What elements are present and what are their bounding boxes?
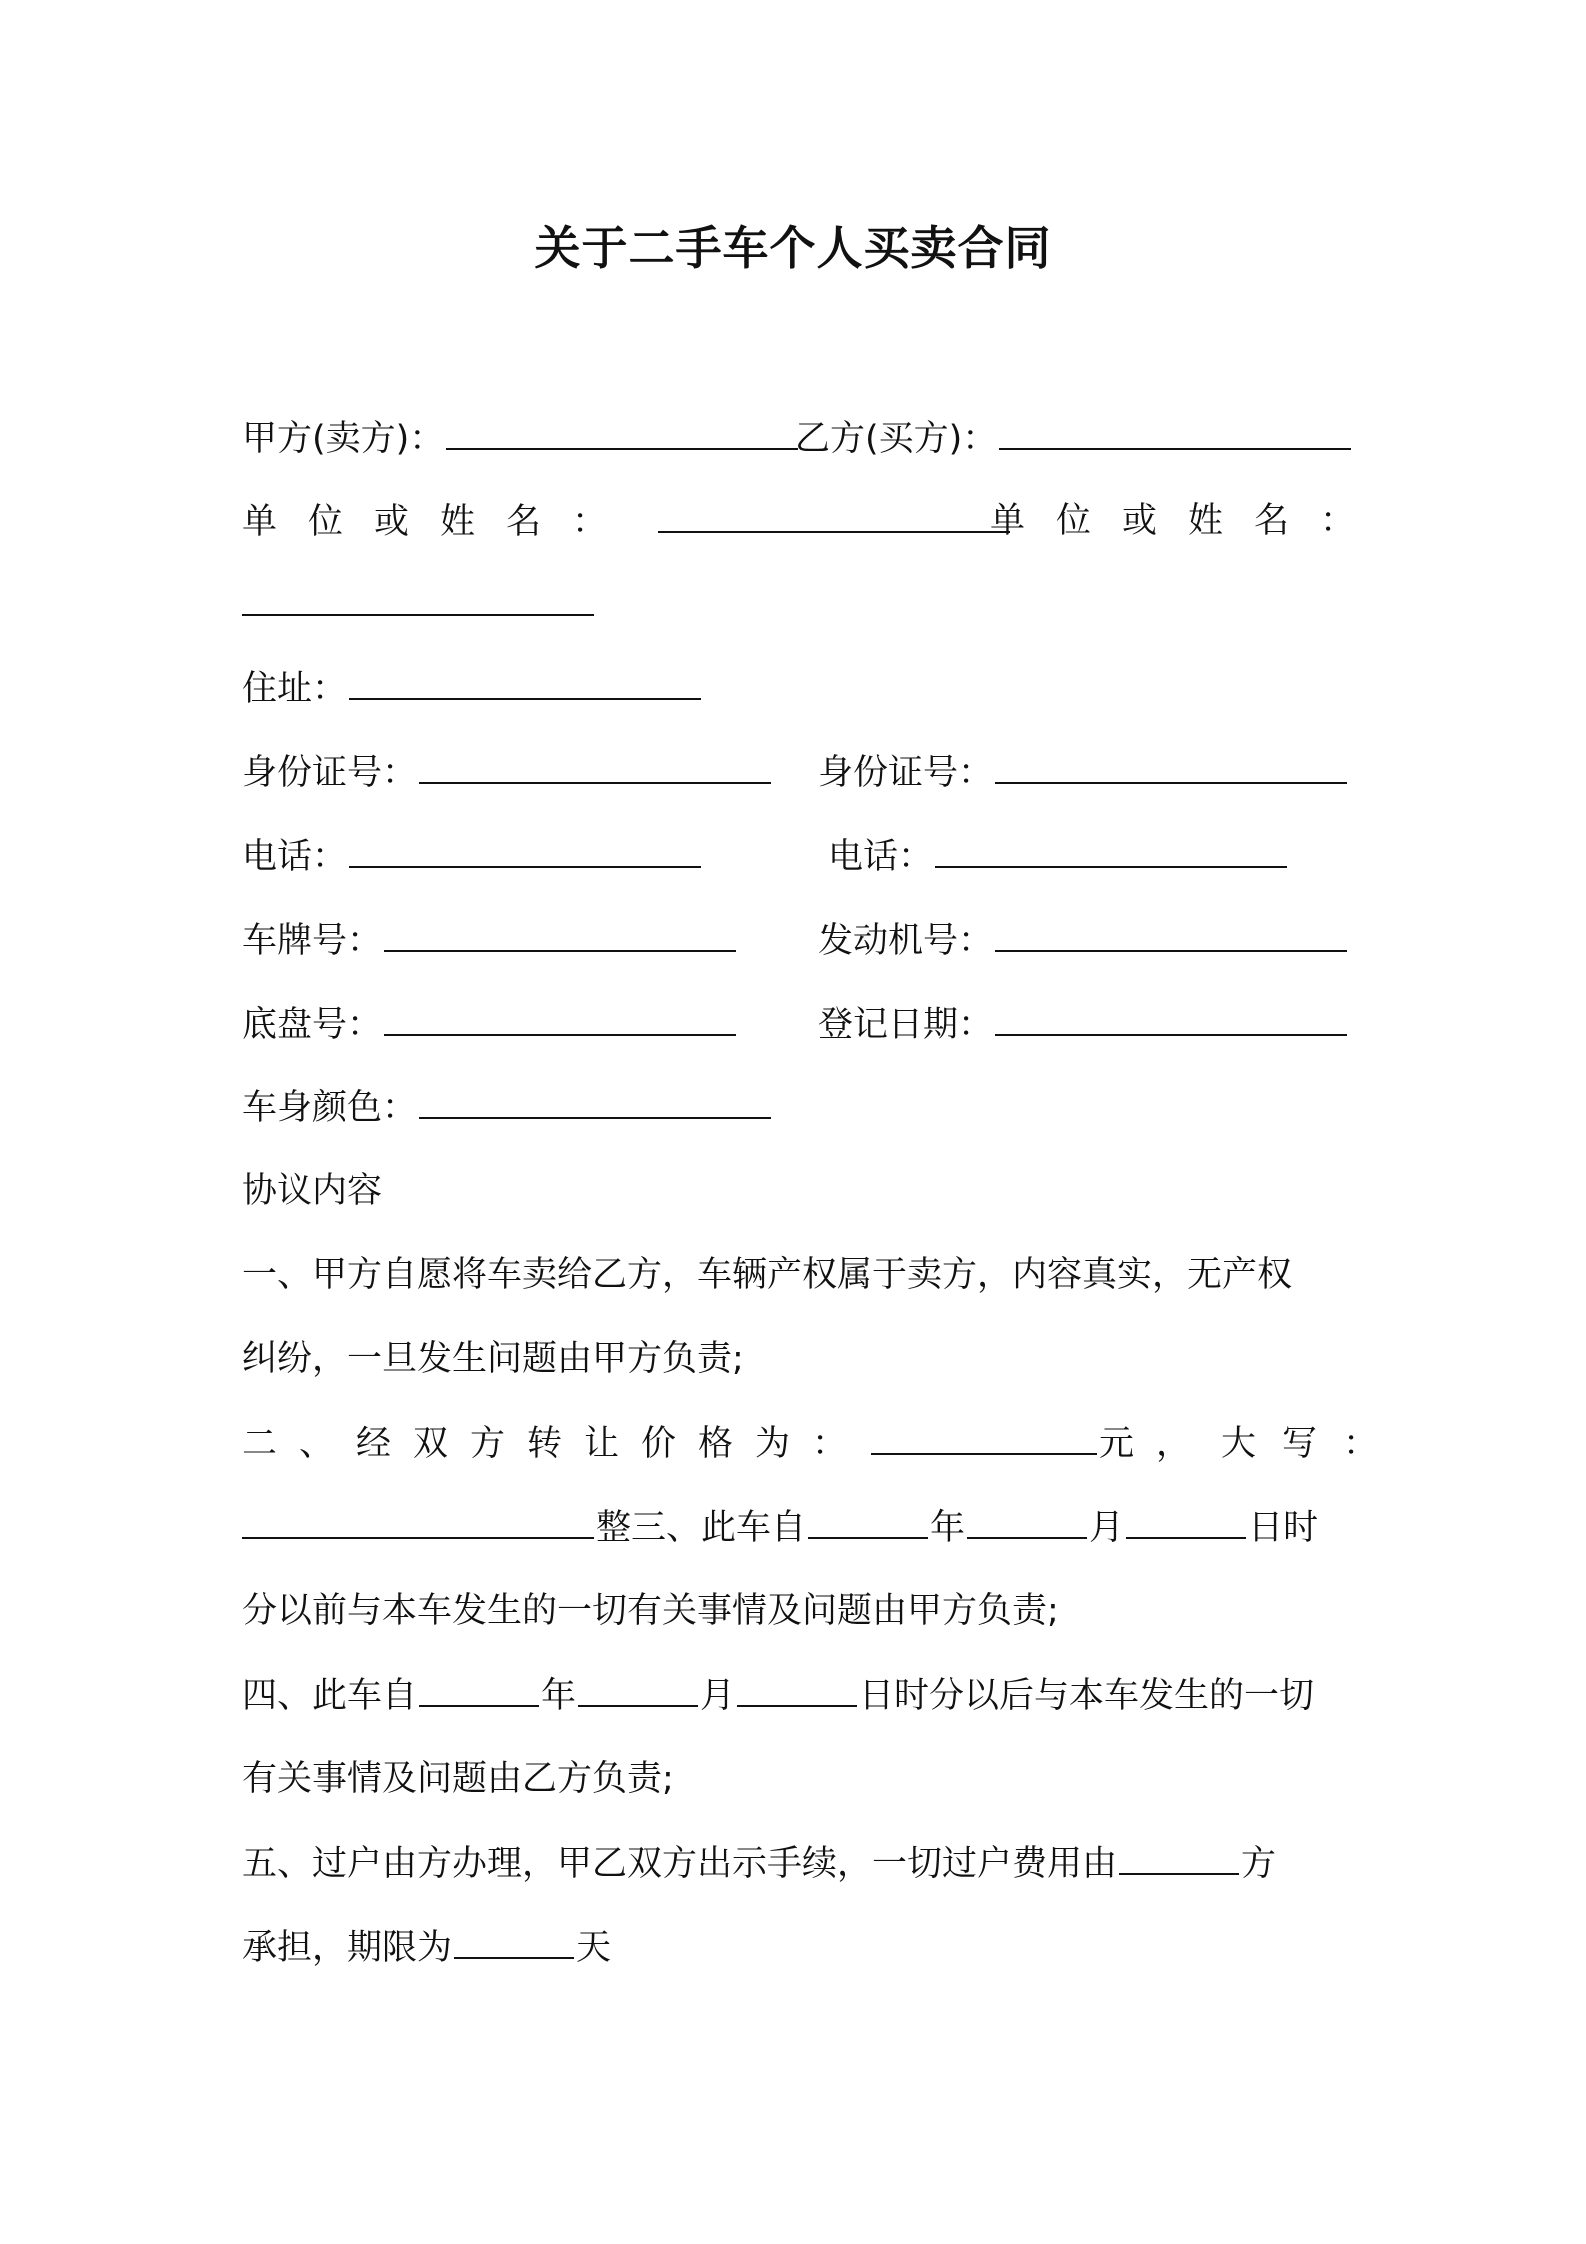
party-b-row bbox=[795, 414, 1353, 463]
name-row-a bbox=[242, 497, 1012, 546]
id-a-blank[interactable] bbox=[419, 748, 771, 784]
id-label-a: 身份证号： bbox=[242, 753, 418, 793]
clause3-line2: 分以前与本车发生的一切有关事情及问题由甲方负责; bbox=[242, 1591, 1059, 1631]
id-row-b bbox=[818, 748, 1349, 797]
address-blank[interactable] bbox=[349, 664, 701, 700]
section-heading: 协议内容 bbox=[242, 1171, 383, 1211]
id-label-b: 身份证号： bbox=[818, 753, 994, 793]
engine-label: 发动机号： bbox=[818, 921, 994, 961]
engine-row bbox=[818, 916, 1349, 965]
plate-blank[interactable] bbox=[384, 916, 736, 952]
clause1-line2: 纠纷，一旦发生问题由甲方负责; bbox=[242, 1339, 744, 1379]
price-blank[interactable] bbox=[871, 1419, 1097, 1455]
clause2-line1 bbox=[242, 1419, 1404, 1468]
clause3-month-blank[interactable] bbox=[967, 1503, 1087, 1539]
party-a-row bbox=[242, 414, 800, 463]
address-label: 住址： bbox=[242, 669, 348, 709]
register-date-blank[interactable] bbox=[995, 1000, 1347, 1036]
clause3-month: 月 bbox=[1089, 1508, 1125, 1548]
clause4-month-blank[interactable] bbox=[578, 1671, 698, 1707]
clause2-zheng: 整 bbox=[596, 1508, 632, 1548]
clause5-line2-prefix: 承担，期限为 bbox=[242, 1928, 453, 1968]
clause3-year: 年 bbox=[930, 1508, 966, 1548]
chassis-row bbox=[242, 1000, 738, 1049]
name-label-b: 单位或姓名： bbox=[990, 501, 1387, 541]
party-b-label: 乙方(买方)： bbox=[795, 419, 998, 459]
register-date-label: 登记日期： bbox=[818, 1005, 994, 1045]
clause4-year-blank[interactable] bbox=[419, 1671, 539, 1707]
phone-row-a bbox=[242, 832, 703, 881]
clause3-year-blank[interactable] bbox=[808, 1503, 928, 1539]
clause4-year: 年 bbox=[541, 1676, 577, 1716]
phone-label-b: 电话： bbox=[828, 837, 934, 877]
party-a-blank[interactable] bbox=[446, 414, 798, 450]
party-a-label: 甲方(卖方)： bbox=[242, 419, 445, 459]
clause5-line2 bbox=[242, 1923, 611, 1972]
clause5-days-blank[interactable] bbox=[454, 1923, 574, 1959]
clause2-line2 bbox=[242, 1503, 1318, 1552]
clause5-party-blank[interactable] bbox=[1119, 1839, 1239, 1875]
phone-b-blank[interactable] bbox=[935, 832, 1287, 868]
color-row bbox=[242, 1083, 773, 1132]
name-row-b bbox=[990, 497, 1386, 545]
chassis-label: 底盘号： bbox=[242, 1005, 383, 1045]
name-label-a: 单位或姓名： bbox=[242, 502, 639, 542]
clause4-line1 bbox=[242, 1671, 1314, 1720]
clause4-line2: 有关事情及问题由乙方负责; bbox=[242, 1759, 674, 1799]
clause3-day-blank[interactable] bbox=[1126, 1503, 1246, 1539]
clause1-line1: 一、甲方自愿将车卖给乙方，车辆产权属于卖方，内容真实，无产权 bbox=[242, 1255, 1293, 1295]
name-b-blank[interactable] bbox=[242, 580, 594, 616]
name-b-row bbox=[242, 580, 596, 629]
party-b-blank[interactable] bbox=[999, 414, 1351, 450]
phone-a-blank[interactable] bbox=[349, 832, 701, 868]
clause5-tian: 天 bbox=[576, 1928, 612, 1968]
clause2-prefix: 二、经双方转让价格为： bbox=[242, 1424, 870, 1464]
phone-row-b bbox=[828, 832, 1289, 881]
clause2-yuan: 元， bbox=[1099, 1424, 1214, 1464]
color-label: 车身颜色： bbox=[242, 1088, 418, 1128]
chassis-blank[interactable] bbox=[384, 1000, 736, 1036]
clause4-prefix: 四、此车自 bbox=[242, 1676, 418, 1716]
clause5-fang: 方 bbox=[1241, 1844, 1277, 1884]
clause4-suffix: 日时分以后与本车发生的一切 bbox=[859, 1676, 1315, 1716]
phone-label-a: 电话： bbox=[242, 837, 348, 877]
name-a-blank[interactable] bbox=[658, 497, 1010, 533]
clause3-day-hour: 日时 bbox=[1248, 1508, 1319, 1548]
plate-row bbox=[242, 916, 738, 965]
clause5-line1 bbox=[242, 1839, 1276, 1888]
engine-blank[interactable] bbox=[995, 916, 1347, 952]
address-row bbox=[242, 664, 703, 713]
clause5-prefix: 五、过户由方办理，甲乙双方出示手续，一切过户费用由 bbox=[242, 1844, 1118, 1884]
color-blank[interactable] bbox=[419, 1083, 771, 1119]
id-b-blank[interactable] bbox=[995, 748, 1347, 784]
plate-label: 车牌号： bbox=[242, 921, 383, 961]
clause4-month: 月 bbox=[700, 1676, 736, 1716]
clause4-day-blank[interactable] bbox=[737, 1671, 857, 1707]
price-uppercase-blank[interactable] bbox=[242, 1503, 594, 1539]
id-row-a bbox=[242, 748, 773, 797]
clause3-prefix: 三、此车自 bbox=[631, 1508, 807, 1548]
page-title: 关于二手车个人买卖合同 bbox=[534, 221, 1052, 275]
register-date-row bbox=[818, 1000, 1349, 1049]
clause2-daxie: 大写： bbox=[1221, 1424, 1405, 1464]
